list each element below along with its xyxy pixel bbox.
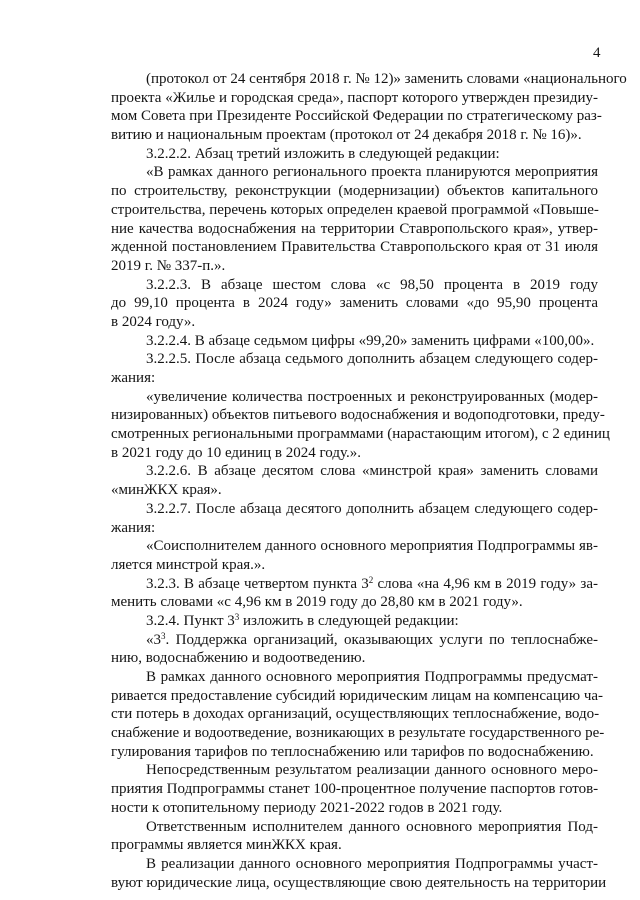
text-line: витию и национальным проектам (протокол от 24 декабря 2018 г. № 16)». — [111, 127, 582, 144]
paragraph — [111, 818, 598, 855]
paragraph — [111, 500, 598, 537]
text-line: «минЖКХ края». — [111, 482, 222, 499]
text-line: Непосредственным результатом реализации данного основного меро- — [146, 762, 598, 779]
text-line: 2019 г. № 337-п.». — [111, 257, 226, 274]
paragraph — [111, 276, 598, 332]
paragraph — [111, 70, 627, 145]
text-line: менить словами «с 4,96 км в 2019 году до 28,80 км в 2021 году». — [111, 594, 523, 611]
superscript: 3 — [161, 630, 166, 641]
text-line: проекта «Жилье и городская среда», паспорт которого утвержден президиу- — [111, 89, 598, 106]
superscript: 3 — [234, 611, 240, 622]
text-line — [111, 612, 598, 631]
document-body — [111, 70, 627, 892]
text-line: В реализации данного основного мероприятия Подпрограммы участ- — [146, 855, 598, 872]
text-line: 3.2.2.5. После абзаца седьмого дополнить абзацем следующего содер- — [146, 351, 598, 368]
text-line: ривается предоставление субсидий юридическим лицам на компенсацию ча- — [111, 687, 604, 704]
paragraph — [111, 350, 598, 387]
superscript: 2 — [368, 574, 374, 585]
text-segment: слова «на 4,96 км в 2019 году» за- — [373, 575, 598, 592]
text-line: сти потерь в доходах организаций, осуществляющих теплоснабжение, водо- — [111, 706, 600, 723]
paragraph — [111, 855, 607, 892]
text-line: 3.2.2.2. Абзац третий изложить в следующей редакции: — [146, 145, 500, 162]
text-line: ние качества водоснабжения на территории Ставропольского края», утвер- — [111, 220, 598, 237]
text-line: снабжение и водоотведение, возникающих в результате государственного ре- — [111, 725, 605, 742]
text-line: В рамках данного основного мероприятия Подпрограммы предусмат- — [146, 669, 598, 685]
text-line: по строительству, реконструкции (модернизации) объектов капитального — [111, 183, 598, 200]
text-line: мом Совета при Президенте Российской Федерации по стратегическому раз- — [111, 108, 602, 125]
paragraph — [111, 462, 598, 499]
paragraph — [111, 145, 598, 164]
text-line — [111, 631, 598, 650]
text-segment: «3 — [146, 631, 161, 648]
text-line: 3.2.2.7. После абзаца десятого дополнить абзацем следующего содер- — [146, 500, 598, 517]
paragraph — [111, 612, 598, 631]
paragraph — [111, 332, 598, 351]
text-line — [111, 575, 598, 594]
text-line: «В рамках данного регионального проекта планируются мероприятия — [146, 164, 598, 181]
text-line: смотренных региональными программами (нарастающим итогом), с 2 единиц — [111, 426, 610, 443]
text-segment: 3.2.4. Пункт 3 — [146, 612, 235, 629]
text-line: 3.2.2.3. В абзаце шестом слова «с 98,50 процента в 2019 году — [146, 276, 598, 293]
text-line: программы является минЖКХ края. — [111, 837, 342, 854]
text-line: низированных) объектов питьевого водоснабжения и водоподготовки, преду- — [111, 407, 605, 424]
paragraph — [111, 537, 598, 574]
text-line: Ответственным исполнителем данного основного мероприятия Под- — [146, 818, 598, 835]
text-line: строительства, перечень которых определен краевой программой «Повыше- — [111, 201, 599, 218]
text-line: жденной постановлением Правительства Ставропольского края от 31 июля — [111, 239, 598, 256]
text-line: «Соисполнителем данного основного мероприятия Подпрограммы яв- — [146, 538, 598, 555]
text-line: ности к отопительному периоду 2021-2022 годов в 2021 году. — [111, 799, 503, 816]
paragraph — [111, 163, 598, 275]
paragraph — [111, 761, 598, 817]
text-segment: 3.2.3. В абзаце четвертом пункта 3 — [146, 575, 369, 592]
text-line: приятия Подпрограммы станет 100-процентное получение паспортов готов- — [111, 781, 599, 798]
text-line: жания: — [111, 519, 156, 536]
text-segment: изложить в следующей редакции: — [239, 612, 459, 629]
text-line: гулирования тарифов по теплоснабжению или тарифов по водоснабжению. — [111, 743, 594, 760]
text-line: 3.2.2.4. В абзаце седьмом цифры «99,20» заменить цифрами «100,00». — [146, 332, 595, 349]
text-line: ляется минстрой края.». — [111, 556, 266, 573]
text-line: вуют юридические лица, осуществляющие свою деятельность на территории — [111, 874, 607, 891]
paragraph — [111, 388, 610, 463]
paragraph — [111, 631, 598, 668]
text-line: (протокол от 24 сентября 2018 г. № 12)» заменить словами «национального — [146, 71, 627, 87]
text-line: в 2024 году». — [111, 313, 196, 330]
text-line: нию, водоснабжению и водоотведению. — [111, 650, 366, 667]
text-line: «увеличение количества построенных и реконструированных (модер- — [146, 388, 598, 405]
text-line: в 2021 году до 10 единиц в 2024 году.». — [111, 444, 361, 461]
text-segment: . Поддержка организаций, оказывающих услуги по теплоснабже- — [165, 631, 598, 648]
text-line: до 99,10 процента в 2024 году» заменить словами «до 95,90 процента — [111, 295, 598, 312]
text-line: жания: — [111, 370, 156, 386]
text-line: 3.2.2.6. В абзаце десятом слова «минстрой края» заменить словами — [146, 463, 598, 480]
paragraph — [111, 575, 598, 612]
page-number: 4 — [593, 45, 601, 61]
paragraph — [111, 668, 605, 761]
